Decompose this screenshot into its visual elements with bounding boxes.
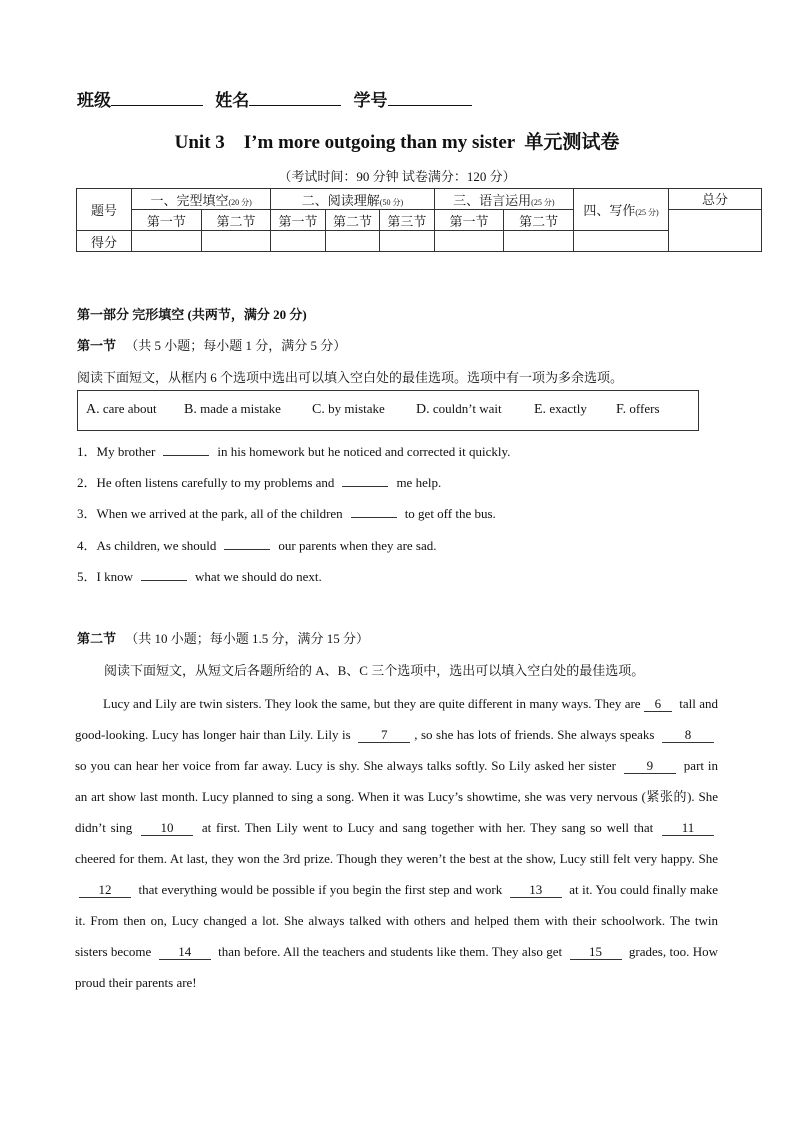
score-cell[interactable] <box>574 231 669 252</box>
student-info-line <box>77 86 472 111</box>
blank-9[interactable]: 9 <box>624 759 676 774</box>
exam-info: （考试时间：90 分钟 试卷满分：120 分） <box>278 169 516 184</box>
total-label: 总分 <box>669 189 762 210</box>
sub-section: 第三节 <box>380 210 434 231</box>
score-row-label: 得分 <box>77 231 132 252</box>
answer-blank[interactable] <box>342 475 388 487</box>
blank-6[interactable]: 6 <box>644 697 672 712</box>
question-number-label: 题号 <box>77 189 132 231</box>
name-field[interactable] <box>249 91 341 106</box>
part4-header: 四、写作(25 分) <box>574 189 669 231</box>
answer-blank[interactable] <box>141 569 187 581</box>
class-field[interactable] <box>111 91 203 106</box>
score-table <box>76 188 762 252</box>
section2-heading-line <box>77 628 369 647</box>
section2-heading: 第二节 <box>77 631 117 646</box>
class-label: 班级 <box>77 91 111 110</box>
answer-blank[interactable] <box>224 538 270 550</box>
answer-blank[interactable] <box>351 506 397 518</box>
blank-12[interactable]: 12 <box>79 883 131 898</box>
option-f: F. offers <box>616 401 660 417</box>
question-3: 3．When we arrived at the park, all of the children to get off the bus. <box>77 506 496 521</box>
section2-info: （共 10 小题；每小题 1.5 分，满分 15 分） <box>125 631 370 646</box>
options-box <box>77 390 699 431</box>
option-d: D. couldn’t wait <box>416 401 502 417</box>
score-cell[interactable] <box>380 231 434 252</box>
score-cell[interactable] <box>325 231 379 252</box>
sub-section: 第一节 <box>434 210 504 231</box>
section2-instruction: 阅读下面短文，从短文后各题所给的 A、B、C 三个选项中，选出可以填入空白处的最佳选项。 <box>104 663 645 678</box>
sub-section: 第一节 <box>132 210 202 231</box>
score-cell[interactable] <box>132 231 202 252</box>
part1-heading: 第一部分 完形填空 (共两节，满分 20 分) <box>77 307 307 322</box>
part1-header: 一、完型填空(20 分) <box>132 189 271 210</box>
score-cell[interactable] <box>271 231 325 252</box>
question-2: 2．He often listens carefully to my problems and me help. <box>77 475 442 490</box>
sub-section: 第一节 <box>271 210 325 231</box>
part3-header: 三、语言运用(25 分) <box>434 189 573 210</box>
question-4: 4．As children, we should our parents when they are sad. <box>77 538 437 553</box>
blank-15[interactable]: 15 <box>570 945 622 960</box>
option-a: A. care about <box>86 401 157 417</box>
id-field[interactable] <box>388 91 472 106</box>
sub-section: 第二节 <box>325 210 379 231</box>
question-1: 1．My brother in his homework but he noticed and corrected it quickly. <box>77 444 511 459</box>
name-label: 姓名 <box>215 91 250 110</box>
id-label: 学号 <box>353 91 388 110</box>
sub-section: 第二节 <box>201 210 271 231</box>
option-b: B. made a mistake <box>184 401 281 417</box>
section1-info: （共 5 小题；每小题 1 分，满分 5 分） <box>125 338 347 353</box>
sub-section: 第二节 <box>504 210 574 231</box>
section1-instruction: 阅读下面短文，从框内 6 个选项中选出可以填入空白处的最佳选项。选项中有一项为多余选项。 <box>77 370 624 385</box>
score-cell[interactable] <box>504 231 574 252</box>
blank-14[interactable]: 14 <box>159 945 211 960</box>
option-c: C. by mistake <box>312 401 385 417</box>
option-e: E. exactly <box>534 401 587 417</box>
total-score-cell[interactable] <box>669 210 762 252</box>
score-cell[interactable] <box>201 231 271 252</box>
part2-header: 二、阅读理解(50 分) <box>271 189 434 210</box>
score-cell[interactable] <box>434 231 504 252</box>
blank-8[interactable]: 8 <box>662 728 714 743</box>
blank-13[interactable]: 13 <box>510 883 562 898</box>
cloze-passage: Lucy and Lily are twin sisters. They look the same, but they are quite different in many ways. They are 6 tall and good-looking. Lucy has longer hair than Lily. Lily is 7 , so she has lots of friends. She always speaks 8 so you can hear her voice from far away. Lucy is shy. She always talks softly. So Lily asked her sister 9 part in an art show last month. Lucy planned to sing a song. When it was Lucy’s showtime, she was very nervous (紧张的). She didn’t sing 10 at first. Then Lily went to Lucy and sang together with her. They sang so well that 11 cheered for them. At last, they won the 3rd prize. Though they weren’t the best at the show, Lucy still felt very happy. She 12 that everything would be possible if you begin the first step and work 13 at it. You could finally make it. From then on, Lucy changed a lot. She always talked with others and helped them with their schoolwork. The twin sisters become 14 than before. All the teachers and students like them. They also get 15 grades, too. How proud their parents are! <box>75 696 719 990</box>
blank-7[interactable]: 7 <box>358 728 410 743</box>
page-title: Unit 3 I’m more outgoing than my sister 单元测试卷 <box>174 132 620 153</box>
answer-blank[interactable] <box>163 444 209 456</box>
question-5: 5．I know what we should do next. <box>77 569 322 584</box>
blank-10[interactable]: 10 <box>141 821 193 836</box>
section1-heading-line <box>77 335 346 354</box>
blank-11[interactable]: 11 <box>662 821 714 836</box>
section1-heading: 第一节 <box>77 338 117 353</box>
